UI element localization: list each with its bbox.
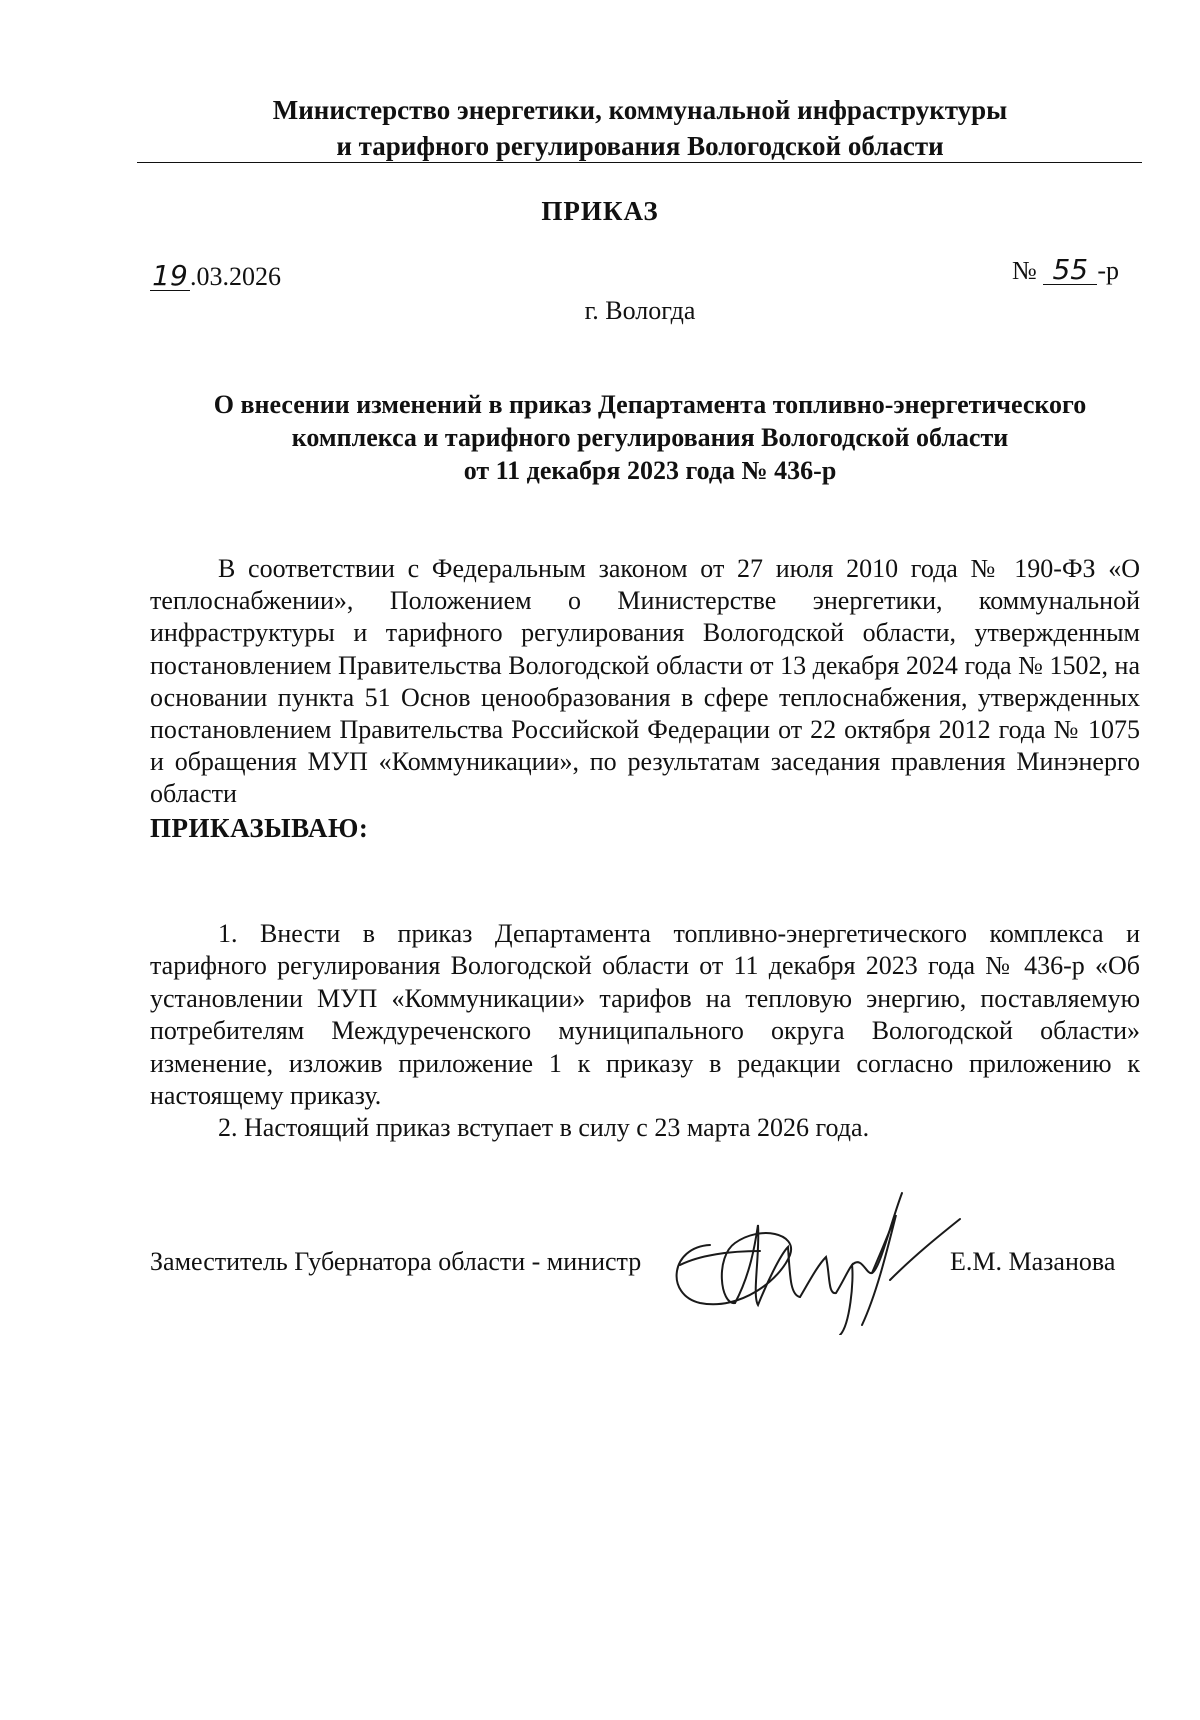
handwritten-signature bbox=[640, 1185, 970, 1335]
document-subject bbox=[130, 388, 1170, 487]
subject-line-3: от 11 декабря 2023 года № 436-р bbox=[463, 456, 837, 485]
document-body bbox=[150, 553, 1140, 857]
signer-name: Е.М. Мазанова bbox=[950, 1247, 1116, 1276]
organization-line-1: Министерство энергетики, коммунальной инфраструктуры bbox=[272, 95, 1008, 125]
date-rest: .03.2026 bbox=[190, 262, 281, 291]
preamble-paragraph: В соответствии с Федеральным законом от 27 июля 2010 года № 190-ФЗ «О теплоснабжении», Положением о Министерстве энергетики, коммунальной инфраструктуры и тарифного регулирования Вологодской области, утвержденным постановлением Правительства Вологодской области от 13 декабря 2024 года № 1502, на основании пункта 51 Основ ценообразования в сфере теплоснабжения, утвержденных постановлением Правительства Российской Федерации от 22 октября 2012 года № 1075 и обращения МУП «Коммуникации», по результатам заседания правления Минэнерго области bbox=[150, 554, 1140, 809]
subject-line-2: комплекса и тарифного регулирования Вологодской области bbox=[291, 423, 1009, 452]
header-rule bbox=[137, 162, 1142, 163]
subject-line-1: О внесении изменений в приказ Департамента топливно-энергетического bbox=[213, 390, 1087, 419]
document-city: г. Вологда bbox=[584, 296, 696, 325]
order-word: ПРИКАЗЫВАЮ: bbox=[150, 812, 369, 843]
document-number bbox=[1012, 253, 1119, 286]
number-handwritten: 55 bbox=[1043, 256, 1097, 285]
order-item-1: 1. Внести в приказ Департамента топливно-энергетического комплекса и тарифного регулирования Вологодской области от 11 декабря 2023 года № 436-р «Об установлении МУП «Коммуникации» тарифов на тепловую энергию, поставляемую потребителям Междуреченского муниципального округа Вологодской области» изменение, изложив приложение 1 к приказу в редакции согласно приложению к настоящему приказу. bbox=[150, 919, 1140, 1111]
order-items bbox=[150, 918, 1140, 1145]
document-title: ПРИКАЗ bbox=[541, 196, 659, 226]
date-day-handwritten: 19 bbox=[150, 262, 190, 291]
number-suffix: -р bbox=[1097, 256, 1119, 285]
organization-line-2: и тарифного регулирования Вологодской области bbox=[336, 131, 944, 161]
organization-header bbox=[140, 92, 1140, 164]
signer-position: Заместитель Губернатора области - министр bbox=[150, 1247, 642, 1276]
document-date bbox=[150, 259, 281, 292]
order-item-2: 2. Настоящий приказ вступает в силу с 23 марта 2026 года. bbox=[218, 1113, 870, 1143]
number-prefix: № bbox=[1012, 256, 1037, 285]
